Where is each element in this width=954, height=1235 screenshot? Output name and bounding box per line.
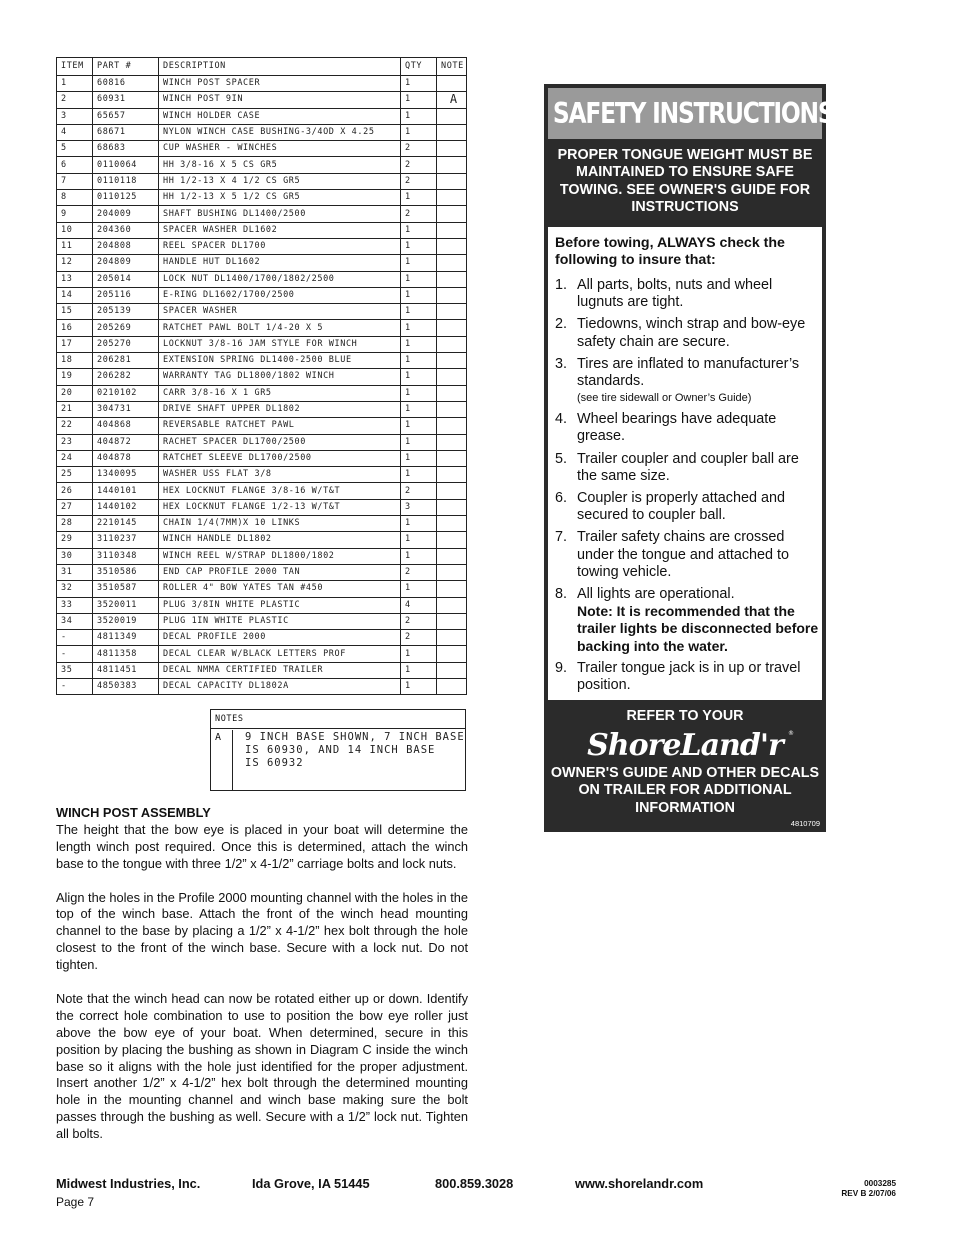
item-cell: 6 (57, 157, 93, 173)
note-cell (437, 646, 467, 662)
note-cell (437, 124, 467, 140)
checklist-lead: Before towing, ALWAYS check the following to insure that: (555, 235, 785, 269)
part-number-cell: 0110125 (93, 190, 159, 206)
checklist-number: 2. (555, 316, 568, 333)
document-info (841, 1179, 896, 1199)
item-cell: 32 (57, 581, 93, 597)
table-row (57, 662, 467, 678)
note-cell (437, 304, 467, 320)
note-cell (437, 532, 467, 548)
qty-cell: 1 (401, 401, 437, 417)
table-row (57, 548, 467, 564)
part-number-cell: 204809 (93, 255, 159, 271)
item-cell: 13 (57, 271, 93, 287)
page-number: Page 7 (56, 1195, 95, 1209)
note-cell (437, 450, 467, 466)
item-cell: 5 (57, 141, 93, 157)
note-cell (437, 369, 467, 385)
note-cell (437, 597, 467, 613)
refer-text: REFER TO YOUR (626, 708, 744, 724)
item-cell: 29 (57, 532, 93, 548)
table-row (57, 499, 467, 515)
qty-cell: 2 (401, 173, 437, 189)
note-cell (437, 662, 467, 678)
note-cell (437, 483, 467, 499)
assembly-paragraph-2: Align the holes in the Profile 2000 mounting channel with the holes in the top of the winch base. Attach the front of the winch head mounting channel to the base by placing a 1/2” x 4-1/2” hex bolt through the hole closest to the front of the winch base. Secure with a lock nut. Do not tighten. (56, 889, 468, 973)
part-number-cell: 204009 (93, 206, 159, 222)
qty-cell: 1 (401, 92, 437, 108)
table-row (57, 630, 467, 646)
item-cell: 27 (57, 499, 93, 515)
part-number-cell: 0110064 (93, 157, 159, 173)
part-number-cell: 204360 (93, 222, 159, 238)
part-number-cell: 205270 (93, 336, 159, 352)
checklist-item (555, 490, 819, 524)
note-cell (437, 516, 467, 532)
checklist-text: Trailer tongue jack is in up or travel position. (577, 659, 801, 694)
description-cell: HEX LOCKNUT FLANGE 3/8-16 W/T&T (159, 483, 401, 499)
item-cell: 33 (57, 597, 93, 613)
table-row (57, 287, 467, 303)
table-row (57, 141, 467, 157)
note-cell (437, 630, 467, 646)
description-cell: HH 1/2-13 X 4 1/2 CS GR5 (159, 173, 401, 189)
note-cell (437, 157, 467, 173)
footer-company: Midwest Industries, Inc. (56, 1176, 201, 1191)
table-row (57, 173, 467, 189)
qty-cell: 1 (401, 108, 437, 124)
notes-key: A (211, 730, 233, 790)
table-row (57, 516, 467, 532)
table-row (57, 255, 467, 271)
part-number-cell: 60931 (93, 92, 159, 108)
item-cell: - (57, 678, 93, 694)
checklist-note: Note: It is recommended that the trailer lights be disconnected before backing into the water. (577, 603, 819, 654)
checklist-number: 4. (555, 411, 568, 428)
note-cell (437, 401, 467, 417)
part-number-cell: 205139 (93, 304, 159, 320)
checklist-panel (548, 227, 822, 700)
qty-cell: 1 (401, 190, 437, 206)
svg-text:ShoreLand'r: ShoreLand'r (587, 728, 783, 762)
description-cell: WINCH HANDLE DL1802 (159, 532, 401, 548)
description-cell: ROLLER 4" BOW YATES TAN #450 (159, 581, 401, 597)
header-description: DESCRIPTION (159, 58, 401, 76)
part-number-cell: 3520019 (93, 613, 159, 629)
parts-table (56, 57, 467, 695)
description-cell: HEX LOCKNUT FLANGE 1/2-13 W/T&T (159, 499, 401, 515)
svg-text:®: ® (788, 730, 794, 737)
item-cell: 17 (57, 336, 93, 352)
table-row (57, 678, 467, 694)
part-number-cell: 4811358 (93, 646, 159, 662)
qty-cell: 1 (401, 646, 437, 662)
notes-text: 9 INCH BASE SHOWN, 7 INCH BASE IS 60930, AND 14 INCH BASE IS 60932 (245, 731, 465, 769)
description-cell: DECAL PROFILE 2000 (159, 630, 401, 646)
note-cell (437, 320, 467, 336)
part-number-cell: 3110237 (93, 532, 159, 548)
table-row (57, 483, 467, 499)
description-cell: HANDLE HUT DL1602 (159, 255, 401, 271)
checklist (555, 277, 819, 699)
checklist-item (555, 529, 819, 581)
note-cell (437, 76, 467, 92)
part-number-cell: 4811349 (93, 630, 159, 646)
decal-code: 4810709 (790, 819, 820, 828)
part-number-cell: 68671 (93, 124, 159, 140)
checklist-item (555, 316, 819, 350)
shorelandr-logo (574, 726, 796, 762)
note-cell (437, 238, 467, 254)
owners-guide-text: OWNER'S GUIDE AND OTHER DECALS ON TRAILER FOR ADDITIONAL INFORMATION (550, 765, 820, 816)
assembly-paragraph-3: Note that the winch head can now be rotated either up or down. Identify the correct hole combination to use to position the bow eye roller just above the bow eye of your boat. When determined, secure in this position by placing the bushing as shown in Diagram C inside the winch base so it aligns with the hole just identified for the proper adjustment. Insert another 1/2” x 4-1/2” hex bolt through the determined mounting hole in the mounting channel and winch base making sure the bolt passes through the bushing as well. Secure with a 1/2” lock nut. Tighten all bolts. (56, 990, 468, 1142)
table-row (57, 76, 467, 92)
checklist-item (555, 356, 819, 406)
table-row (57, 418, 467, 434)
checklist-item (555, 277, 819, 311)
note-cell (437, 108, 467, 124)
table-row (57, 222, 467, 238)
note-cell (437, 190, 467, 206)
description-cell: WINCH POST 9IN (159, 92, 401, 108)
description-cell: CARR 3/8-16 X 1 GR5 (159, 385, 401, 401)
checklist-number: 9. (555, 659, 568, 676)
part-number-cell: 404868 (93, 418, 159, 434)
part-number-cell: 0210102 (93, 385, 159, 401)
part-number-cell: 205014 (93, 271, 159, 287)
description-cell: WINCH REEL W/STRAP DL1800/1802 (159, 548, 401, 564)
note-cell (437, 434, 467, 450)
note-cell (437, 222, 467, 238)
parts-table-header (57, 58, 467, 76)
description-cell: E-RING DL1602/1700/2500 (159, 287, 401, 303)
notes-box (210, 709, 466, 791)
table-row (57, 124, 467, 140)
part-number-cell: 1340095 (93, 467, 159, 483)
note-cell (437, 255, 467, 271)
item-cell: 22 (57, 418, 93, 434)
description-cell: HH 3/8-16 X 5 CS GR5 (159, 157, 401, 173)
assembly-section (56, 805, 468, 1160)
item-cell: 31 (57, 564, 93, 580)
description-cell: CUP WASHER - WINCHES (159, 141, 401, 157)
table-row (57, 271, 467, 287)
table-row (57, 597, 467, 613)
description-cell: LOCKNUT 3/8-16 JAM STYLE FOR WINCH (159, 336, 401, 352)
part-number-cell: 1440102 (93, 499, 159, 515)
checklist-text: Trailer coupler and coupler ball are the same size. (577, 450, 799, 484)
part-number-cell: 4850383 (93, 678, 159, 694)
description-cell: WINCH POST SPACER (159, 76, 401, 92)
description-cell: PLUG 1IN WHITE PLASTIC (159, 613, 401, 629)
description-cell: PLUG 3/8IN WHITE PLASTIC (159, 597, 401, 613)
item-cell: 12 (57, 255, 93, 271)
checklist-text: Trailer safety chains are crossed under the tongue and attached to towing vehicle. (577, 529, 790, 580)
checklist-number: 3. (555, 355, 568, 372)
item-cell: 30 (57, 548, 93, 564)
item-cell: - (57, 646, 93, 662)
note-cell (437, 287, 467, 303)
item-cell: 24 (57, 450, 93, 466)
description-cell: WASHER USS FLAT 3/8 (159, 467, 401, 483)
table-row (57, 434, 467, 450)
table-row (57, 238, 467, 254)
item-cell: - (57, 630, 93, 646)
table-row (57, 336, 467, 352)
item-cell: 1 (57, 76, 93, 92)
item-cell: 8 (57, 190, 93, 206)
description-cell: SPACER WASHER (159, 304, 401, 320)
description-cell: CHAIN 1/4(7MM)X 10 LINKS (159, 516, 401, 532)
table-row (57, 190, 467, 206)
qty-cell: 2 (401, 157, 437, 173)
note-cell (437, 564, 467, 580)
qty-cell: 1 (401, 662, 437, 678)
table-row (57, 467, 467, 483)
part-number-cell: 60816 (93, 76, 159, 92)
item-cell: 21 (57, 401, 93, 417)
description-cell: WARRANTY TAG DL1800/1802 WINCH (159, 369, 401, 385)
qty-cell: 1 (401, 434, 437, 450)
item-cell: 10 (57, 222, 93, 238)
table-row (57, 206, 467, 222)
table-row (57, 369, 467, 385)
qty-cell: 1 (401, 385, 437, 401)
header-note: NOTE (437, 58, 467, 76)
table-row (57, 157, 467, 173)
description-cell: REVERSABLE RATCHET PAWL (159, 418, 401, 434)
qty-cell: 2 (401, 483, 437, 499)
item-cell: 9 (57, 206, 93, 222)
note-cell (437, 353, 467, 369)
part-number-cell: 68683 (93, 141, 159, 157)
part-number-cell: 3520011 (93, 597, 159, 613)
description-cell: HH 1/2-13 X 5 1/2 CS GR5 (159, 190, 401, 206)
part-number-cell: 206281 (93, 353, 159, 369)
parts-table-body (57, 76, 467, 695)
qty-cell: 1 (401, 271, 437, 287)
tongue-weight-warning: PROPER TONGUE WEIGHT MUST BE MAINTAINED TO ENSURE SAFE TOWING. SEE OWNER'S GUIDE FOR INSTRUCTIONS (557, 147, 813, 215)
item-cell: 11 (57, 238, 93, 254)
checklist-text: Tires are inflated to manufacturer’s standards. (577, 355, 800, 390)
note-cell (437, 581, 467, 597)
notes-header: NOTES (211, 710, 465, 729)
table-row (57, 385, 467, 401)
table-row (57, 646, 467, 662)
item-cell: 26 (57, 483, 93, 499)
item-cell: 4 (57, 124, 93, 140)
description-cell: DECAL CLEAR W/BLACK LETTERS PROF (159, 646, 401, 662)
description-cell: RATCHET PAWL BOLT 1/4-20 X 5 (159, 320, 401, 336)
safety-title-bar (548, 88, 834, 139)
item-cell: 2 (57, 92, 93, 108)
checklist-number: 7. (555, 529, 568, 546)
qty-cell: 1 (401, 516, 437, 532)
checklist-number: 6. (555, 490, 568, 507)
qty-cell: 2 (401, 141, 437, 157)
safety-decal (544, 84, 834, 832)
table-row (57, 108, 467, 124)
qty-cell: 2 (401, 206, 437, 222)
header-item: ITEM (57, 58, 93, 76)
item-cell: 34 (57, 613, 93, 629)
qty-cell: 1 (401, 532, 437, 548)
checklist-number: 5. (555, 450, 568, 467)
table-row (57, 564, 467, 580)
checklist-text: Tiedowns, winch strap and bow-eye safety chain are secure. (577, 316, 806, 350)
item-cell: 20 (57, 385, 93, 401)
part-number-cell: 304731 (93, 401, 159, 417)
note-cell (437, 678, 467, 694)
part-number-cell: 205116 (93, 287, 159, 303)
note-cell (437, 385, 467, 401)
item-cell: 15 (57, 304, 93, 320)
part-number-cell: 4811451 (93, 662, 159, 678)
table-row (57, 353, 467, 369)
qty-cell: 2 (401, 630, 437, 646)
qty-cell: 1 (401, 418, 437, 434)
qty-cell: 1 (401, 304, 437, 320)
note-cell (437, 271, 467, 287)
checklist-subnote: (see tire sidewall or Owner’s Guide) (577, 392, 752, 405)
qty-cell: 2 (401, 613, 437, 629)
part-number-cell: 205269 (93, 320, 159, 336)
assembly-heading: WINCH POST ASSEMBLY (56, 805, 211, 820)
description-cell: WINCH HOLDER CASE (159, 108, 401, 124)
item-cell: 25 (57, 467, 93, 483)
qty-cell: 2 (401, 564, 437, 580)
item-cell: 3 (57, 108, 93, 124)
description-cell: LOCK NUT DL1400/1700/1802/2500 (159, 271, 401, 287)
qty-cell: 1 (401, 287, 437, 303)
part-number-cell: 3110348 (93, 548, 159, 564)
checklist-text: All lights are operational. (577, 586, 735, 603)
qty-cell: 1 (401, 353, 437, 369)
header-part: PART # (93, 58, 159, 76)
assembly-paragraph-1: The height that the bow eye is placed in your boat will determine the length winch post required. Once this is determined, attach the winch base to the tongue with three 1/2” x 4-1/2” carriage bolts and lock nuts. (56, 821, 468, 871)
part-number-cell: 0110118 (93, 173, 159, 189)
description-cell: DECAL CAPACITY DL1802A (159, 678, 401, 694)
checklist-number: 1. (555, 277, 568, 293)
item-cell: 35 (57, 662, 93, 678)
table-row (57, 401, 467, 417)
table-row (57, 320, 467, 336)
header-qty: QTY (401, 58, 437, 76)
safety-title: SAFETY INSTRUCTIONS (552, 97, 834, 130)
checklist-item (555, 451, 819, 485)
part-number-cell: 1440101 (93, 483, 159, 499)
note-cell (437, 418, 467, 434)
item-cell: 7 (57, 173, 93, 189)
qty-cell: 1 (401, 238, 437, 254)
table-row (57, 613, 467, 629)
item-cell: 19 (57, 369, 93, 385)
table-row (57, 450, 467, 466)
qty-cell: 1 (401, 124, 437, 140)
part-number-cell: 206282 (93, 369, 159, 385)
part-number-cell: 404878 (93, 450, 159, 466)
item-cell: 18 (57, 353, 93, 369)
table-row (57, 304, 467, 320)
checklist-item (555, 411, 819, 445)
table-row (57, 532, 467, 548)
qty-cell: 1 (401, 450, 437, 466)
note-cell (437, 499, 467, 515)
description-cell: RACHET SPACER DL1700/2500 (159, 434, 401, 450)
description-cell: RATCHET SLEEVE DL1700/2500 (159, 450, 401, 466)
part-number-cell: 3510586 (93, 564, 159, 580)
description-cell: SHAFT BUSHING DL1400/2500 (159, 206, 401, 222)
checklist-item (555, 660, 819, 694)
item-cell: 16 (57, 320, 93, 336)
part-number-cell: 65657 (93, 108, 159, 124)
qty-cell: 1 (401, 222, 437, 238)
item-cell: 28 (57, 516, 93, 532)
part-number-cell: 3510587 (93, 581, 159, 597)
table-row (57, 92, 467, 108)
note-cell: A (437, 92, 467, 108)
part-number-cell: 404872 (93, 434, 159, 450)
description-cell: REEL SPACER DL1700 (159, 238, 401, 254)
qty-cell: 1 (401, 548, 437, 564)
note-cell (437, 141, 467, 157)
note-cell (437, 336, 467, 352)
qty-cell: 1 (401, 320, 437, 336)
footer-website: www.shorelandr.com (575, 1176, 704, 1191)
document-number: 0003285 (864, 1179, 896, 1188)
qty-cell: 4 (401, 597, 437, 613)
description-cell: DRIVE SHAFT UPPER DL1802 (159, 401, 401, 417)
note-cell (437, 173, 467, 189)
document-revision: REV B 2/07/06 (841, 1189, 896, 1198)
note-cell (437, 467, 467, 483)
table-row (57, 581, 467, 597)
qty-cell: 1 (401, 678, 437, 694)
footer-city: Ida Grove, IA 51445 (252, 1176, 370, 1191)
qty-cell: 1 (401, 76, 437, 92)
note-cell (437, 206, 467, 222)
item-cell: 23 (57, 434, 93, 450)
checklist-text: Wheel bearings have adequate grease. (577, 411, 777, 445)
qty-cell: 3 (401, 499, 437, 515)
description-cell: EXTENSION SPRING DL1400-2500 BLUE (159, 353, 401, 369)
part-number-cell: 2210145 (93, 516, 159, 532)
checklist-number: 8. (555, 586, 568, 603)
qty-cell: 1 (401, 467, 437, 483)
qty-cell: 1 (401, 255, 437, 271)
description-cell: NYLON WINCH CASE BUSHING-3/4OD X 4.25 (159, 124, 401, 140)
checklist-text: All parts, bolts, nuts and wheel lugnuts are tight. (577, 277, 773, 311)
qty-cell: 1 (401, 581, 437, 597)
checklist-text: Coupler is properly attached and secured to coupler ball. (577, 490, 785, 524)
description-cell: END CAP PROFILE 2000 TAN (159, 564, 401, 580)
note-cell (437, 548, 467, 564)
footer-phone: 800.859.3028 (435, 1176, 514, 1191)
item-cell: 14 (57, 287, 93, 303)
note-cell (437, 613, 467, 629)
description-cell: DECAL NMMA CERTIFIED TRAILER (159, 662, 401, 678)
description-cell: SPACER WASHER DL1602 (159, 222, 401, 238)
qty-cell: 1 (401, 336, 437, 352)
part-number-cell: 204808 (93, 238, 159, 254)
qty-cell: 1 (401, 369, 437, 385)
checklist-item (555, 586, 819, 655)
